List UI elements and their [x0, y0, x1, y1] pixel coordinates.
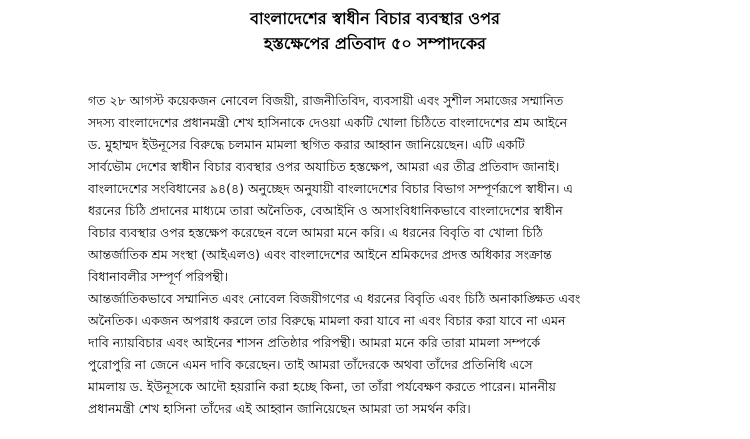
body-line: সদস্য বাংলাদেশের প্রধানমন্ত্রী শেখ হাসিনাকে দেওয়া একটি খোলা চিঠিতে বাংলাদেশের শ্রম আইনে: [88, 115, 568, 130]
body-line: বিচার ব্যবস্থার ওপর হস্তক্ষেপ করেছেন বলে আমরা মনে করি। এ ধরনের বিবৃতি বা খোলা চিঠি: [88, 225, 543, 240]
body-line: মামলায় ড. ইউনূসকে আদৌ হয়রানি করা হচ্ছে কিনা, তা তাঁরা পর্যবেক্ষণ করতে পারেন। মাননীয়: [88, 379, 556, 394]
document-body: [88, 90, 688, 420]
body-line: প্রধানমন্ত্রী শেখ হাসিনা তাঁদের এই আহ্বান জানিয়েছেন আমরা তা সমর্থন করি।: [88, 401, 471, 416]
body-line: গত ২৮ আগস্ট কয়েকজন নোবেল বিজয়ী, রাজনীতিবিদ, ব্যবসায়ী এবং সুশীল সমাজের সম্মানিত: [88, 93, 564, 108]
title-line: বাংলাদেশের স্বাধীন বিচার ব্যবস্থার ওপর: [250, 9, 500, 28]
body-line: আন্তর্জাতিকভাবে সম্মানিত এবং নোবেল বিজয়ীগণের এ ধরনের বিবৃতি এবং চিঠি অনাকাঙ্ক্ষিত এবং: [88, 291, 581, 306]
body-line: দাবি ন্যায়বিচার এবং আইনের শাসন প্রতিষ্ঠার পরিপন্থী। আমরা মনে করি তারা মামলা সম্পর্কে: [88, 335, 541, 350]
title-line: হস্তক্ষেপের প্রতিবাদ ৫০ সম্পাদকের: [264, 34, 486, 53]
body-line: সার্বভৌম দেশের স্বাধীন বিচার ব্যবস্থার ওপর অযাচিত হস্তক্ষেপ, আমরা এর তীব্র প্রতিবাদ জানাই।: [88, 159, 560, 174]
body-line: অনৈতিক। একজন অপরাধ করলে তার বিরুদ্ধে মামলা করা যাবে না এবং বিচার করা যাবে না এমন: [88, 313, 566, 328]
body-line: বাংলাদেশের সংবিধানের ৯৪(৪) অনুচ্ছেদ অনুযায়ী বাংলাদেশের বিচার বিভাগ সম্পূর্ণরূপে স্বাধীন। এ: [88, 181, 573, 196]
body-line: আন্তর্জাতিক শ্রম সংস্থা (আইএলও) এবং বাংলাদেশের আইনে শ্রমিকদের প্রদত্ত অধিকার সংক্রান্ত: [88, 247, 552, 262]
body-line: ড. মুহাম্মদ ইউনূসের বিরুদ্ধে চলমান মামলা স্থগিত করার আহ্বান জানিয়েছেন। এটি একটি: [88, 137, 525, 152]
body-line: ধরনের চিঠি প্রদানের মাধ্যমে তারা অনৈতিক, বেআইনি ও অসাংবিধানিকভাবে বাংলাদেশের স্বাধীন: [88, 203, 563, 218]
document-title: [0, 6, 750, 56]
body-line: বিধানাবলীর সম্পূর্ণ পরিপন্থী।: [88, 269, 229, 284]
body-line: পুরোপুরি না জেনে এমন দাবি করেছেন। তাই আমরা তাঁদেরকে অথবা তাঁদের প্রতিনিধি এসে: [88, 357, 533, 372]
